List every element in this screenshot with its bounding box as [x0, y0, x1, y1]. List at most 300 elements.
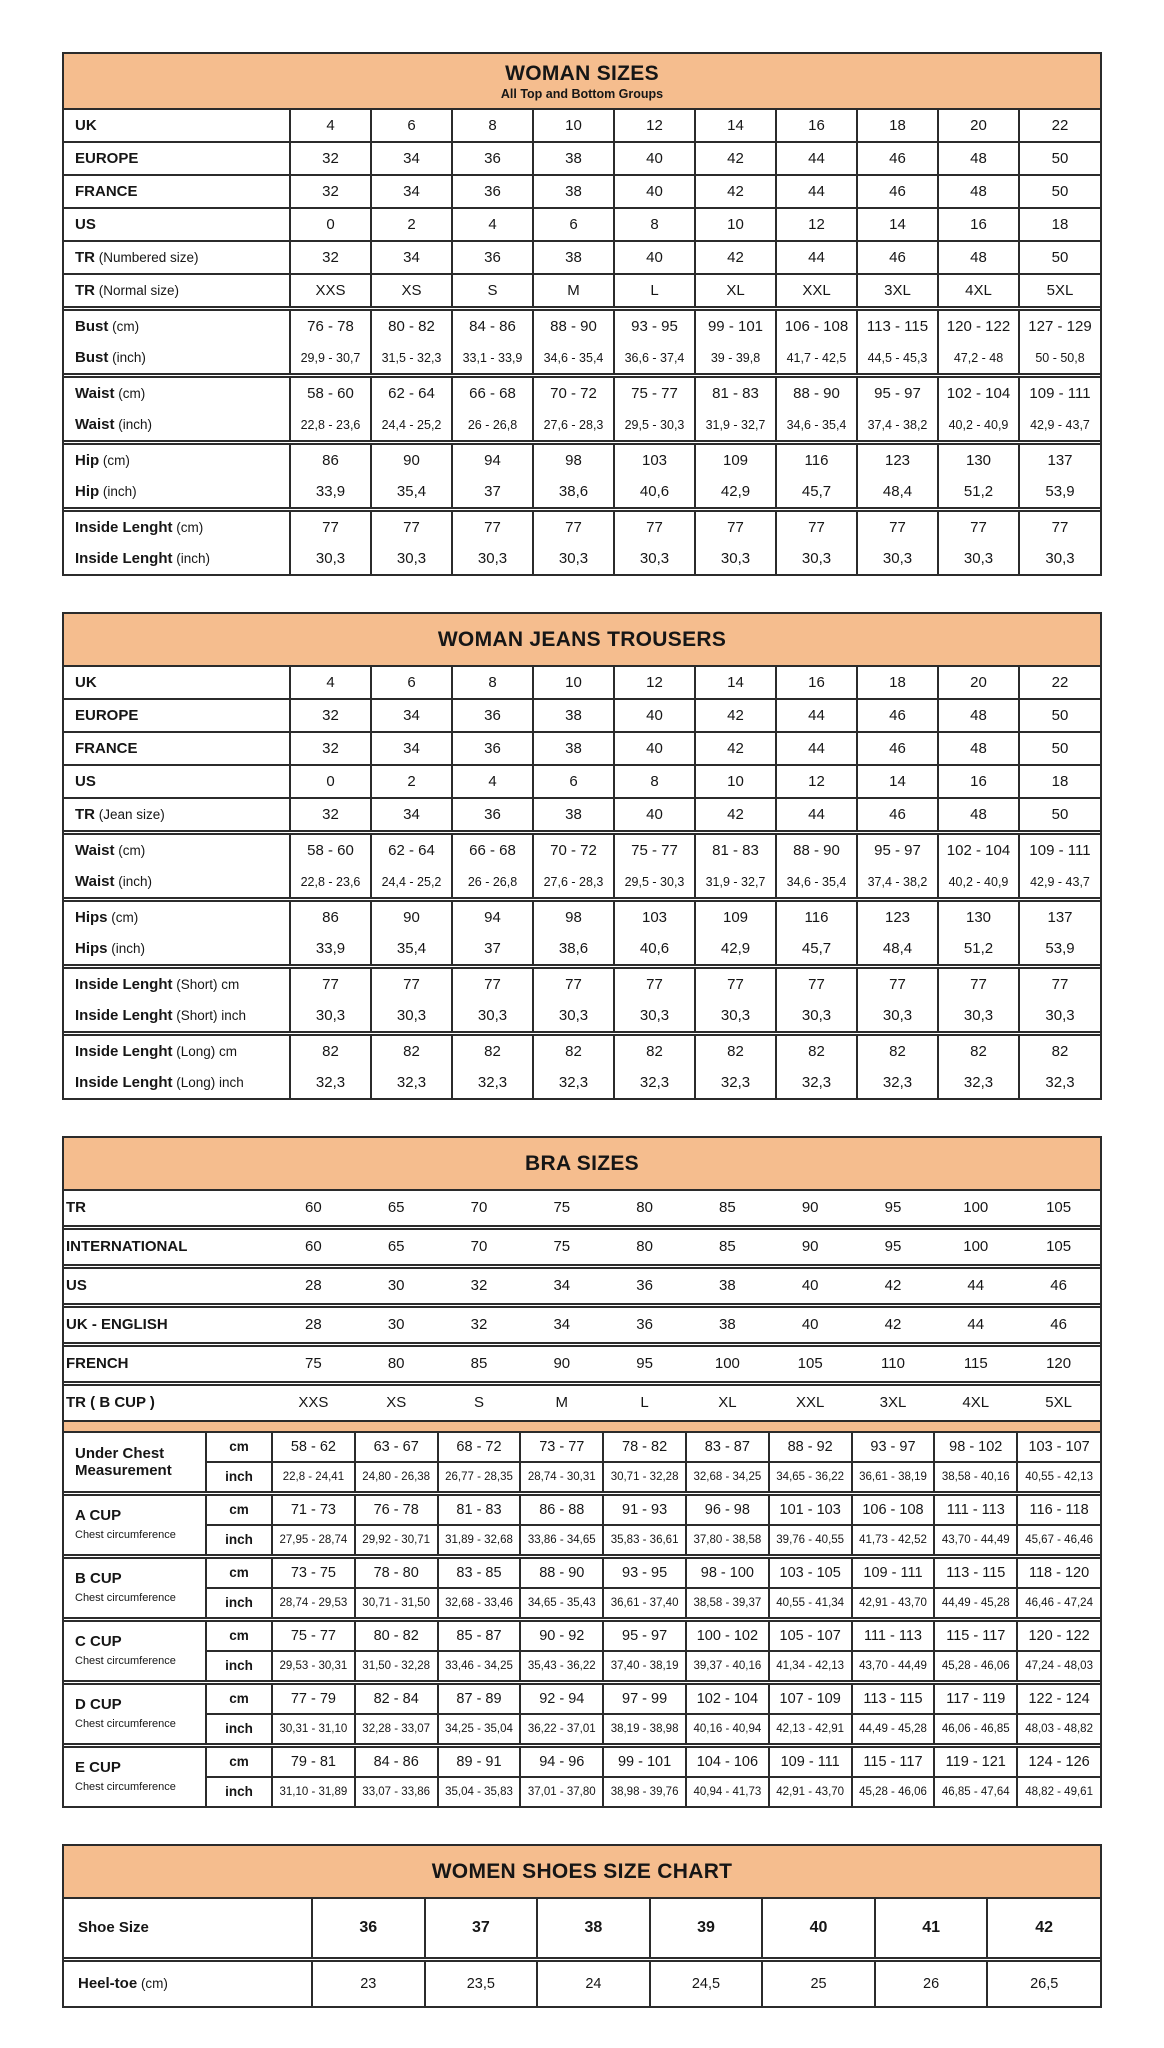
value-cell: 25 — [762, 1960, 875, 2007]
value-cell: 77 — [776, 967, 857, 1001]
value-cell: 38 — [533, 175, 614, 208]
cup-row-cm — [64, 1494, 1100, 1526]
row-label — [64, 443, 290, 477]
bra-sizes-table — [62, 1136, 1102, 1808]
value-cell: 30,3 — [452, 1000, 533, 1034]
value-cell: 37 — [452, 476, 533, 510]
bra-sizes-header — [64, 1138, 1100, 1191]
table-row — [64, 510, 1100, 544]
row-label-text: Inside Lenght — [75, 1042, 173, 1060]
value-cell: 48,4 — [857, 476, 938, 510]
row-label — [64, 798, 290, 833]
value-cell: 83 - 87 — [686, 1433, 769, 1462]
value-cell: 24,5 — [650, 1960, 763, 2007]
value-cell: 70 - 72 — [533, 833, 614, 867]
value-cell: 63 - 67 — [355, 1433, 438, 1462]
value-cell: 14 — [857, 208, 938, 241]
row-label-text: Inside Lenght — [75, 1073, 173, 1091]
value-cell: M — [533, 274, 614, 309]
value-cell: 40 — [614, 142, 695, 175]
value-cell: 30 — [355, 1306, 438, 1345]
value-cell: 42,13 - 42,91 — [769, 1714, 852, 1746]
value-cell: 77 — [614, 967, 695, 1001]
value-cell: 40,6 — [614, 933, 695, 967]
value-cell: 40 — [614, 798, 695, 833]
row-label-unit: (Long) cm — [172, 1043, 238, 1059]
value-cell: 36 — [312, 1899, 425, 1960]
value-cell: 46 — [857, 732, 938, 765]
unit-inch-label: inch — [206, 1777, 272, 1806]
value-cell: 75 - 77 — [614, 833, 695, 867]
value-cell: 137 — [1019, 900, 1100, 934]
value-cell: 30,3 — [938, 543, 1019, 574]
value-cell: 40 — [614, 699, 695, 732]
row-label-unit: (inch) — [108, 349, 146, 365]
value-cell: L — [603, 1384, 686, 1421]
table-title: WOMEN SHOES SIZE CHART — [431, 1860, 733, 1883]
value-cell: 60 — [305, 1199, 322, 1216]
value-cell: 30,3 — [452, 543, 533, 574]
table-row — [64, 933, 1100, 967]
value-cell: 36 — [452, 142, 533, 175]
row-label — [64, 866, 290, 900]
row-label-unit: (cm) — [107, 909, 139, 925]
value-cell: 100 - 102 — [686, 1620, 769, 1652]
value-cell: 6 — [533, 765, 614, 798]
value-cell: 40 — [769, 1306, 852, 1345]
value-cell: 113 - 115 — [852, 1683, 935, 1715]
value-cell: 32,68 - 34,25 — [686, 1462, 769, 1494]
value-cell: 51,2 — [938, 476, 1019, 510]
value-cell: 6 — [371, 667, 452, 699]
table-row — [64, 342, 1100, 376]
value-cell: 27,6 - 28,3 — [533, 409, 614, 443]
row-label-unit: (inch) — [99, 483, 137, 499]
value-cell: 77 — [452, 510, 533, 544]
value-cell: 40 — [762, 1899, 875, 1960]
value-cell: 82 — [695, 1034, 776, 1068]
value-cell: 32 — [438, 1267, 521, 1306]
value-cell: 109 - 111 — [769, 1746, 852, 1778]
value-cell: 102 - 104 — [938, 376, 1019, 410]
value-cell: 23,5 — [425, 1960, 538, 2007]
value-cell: 38 — [686, 1267, 769, 1306]
value-cell: 77 — [533, 967, 614, 1001]
value-cell: 98 — [533, 443, 614, 477]
value-cell: 109 - 111 — [1019, 376, 1100, 410]
value-cell: 81 - 83 — [695, 376, 776, 410]
value-cell: 32,3 — [290, 1067, 371, 1098]
value-cell: 98 - 100 — [686, 1557, 769, 1589]
value-cell: 14 — [857, 765, 938, 798]
value-cell: 116 - 118 — [1017, 1494, 1100, 1526]
table-row — [64, 274, 1100, 309]
value-cell: 16 — [938, 208, 1019, 241]
unit-cm-label: cm — [206, 1746, 272, 1778]
row-label-unit: (Normal size) — [95, 282, 180, 298]
value-cell: 10 — [533, 667, 614, 699]
value-cell: 34 — [371, 241, 452, 274]
row-label-text: Inside Lenght — [75, 975, 173, 993]
value-cell: 40 — [614, 732, 695, 765]
value-cell: 40,2 - 40,9 — [938, 866, 1019, 900]
value-cell: 36 — [603, 1267, 686, 1306]
value-cell: 32 — [290, 699, 371, 732]
row-label — [64, 967, 290, 1001]
value-cell: 34 — [520, 1306, 603, 1345]
row-label — [64, 1000, 290, 1034]
value-cell: 78 - 80 — [355, 1557, 438, 1589]
value-cell: 120 — [1017, 1345, 1100, 1384]
row-label — [64, 510, 290, 544]
unit-cm-label: cm — [206, 1557, 272, 1589]
value-cell: 94 — [452, 443, 533, 477]
cup-row-inch — [64, 1714, 1100, 1746]
value-cell: 38,19 - 38,98 — [603, 1714, 686, 1746]
value-cell: 16 — [776, 110, 857, 142]
value-cell: 42 — [695, 732, 776, 765]
table-row — [64, 1034, 1100, 1068]
cup-label — [64, 1557, 206, 1620]
row-label — [64, 1067, 290, 1098]
value-cell: 111 - 113 — [934, 1494, 1017, 1526]
value-cell: 113 - 115 — [934, 1557, 1017, 1589]
value-cell: 102 - 104 — [938, 833, 1019, 867]
value-cell: 109 - 111 — [852, 1557, 935, 1589]
cup-row-inch — [64, 1462, 1100, 1494]
value-cell: 26 - 26,8 — [452, 409, 533, 443]
woman-jeans-grid — [64, 667, 1100, 1098]
value-cell: 44,49 - 45,28 — [852, 1714, 935, 1746]
cup-row-cm — [64, 1433, 1100, 1462]
row-label-text: EUROPE — [75, 149, 139, 167]
cup-subline: Chest circumference — [75, 1528, 176, 1541]
value-cell: 103 — [614, 900, 695, 934]
cup-name: E CUP — [75, 1758, 121, 1776]
value-cell: 113 - 115 — [857, 309, 938, 343]
value-cell: 44 — [776, 175, 857, 208]
value-cell: 119 - 121 — [934, 1746, 1017, 1778]
table-row — [64, 765, 1100, 798]
value-cell: 20 — [938, 667, 1019, 699]
row-label-text: Inside Lenght — [75, 1006, 173, 1024]
value-cell: 34,6 - 35,4 — [533, 342, 614, 376]
value-cell: 30,3 — [371, 1000, 452, 1034]
value-cell: 32,3 — [857, 1067, 938, 1098]
value-cell: 46 — [857, 142, 938, 175]
table-row — [64, 241, 1100, 274]
value-cell: 44 — [934, 1267, 1017, 1306]
value-cell: 77 — [938, 967, 1019, 1001]
value-cell: XXL — [776, 274, 857, 309]
bra-conversion-grid — [64, 1191, 1100, 1420]
value-cell: 48 — [938, 142, 1019, 175]
value-cell: 85 — [719, 1199, 736, 1216]
value-cell: 100 — [963, 1199, 989, 1216]
value-cell: 77 — [614, 510, 695, 544]
value-cell: 27,95 - 28,74 — [272, 1525, 355, 1557]
value-cell: 116 — [776, 443, 857, 477]
value-cell: 34 — [520, 1267, 603, 1306]
value-cell: 37 — [452, 933, 533, 967]
value-cell: 77 - 79 — [272, 1683, 355, 1715]
value-cell: 30,31 - 31,10 — [272, 1714, 355, 1746]
value-cell: 41,73 - 42,52 — [852, 1525, 935, 1557]
value-cell: 124 - 126 — [1017, 1746, 1100, 1778]
value-cell: 32,3 — [695, 1067, 776, 1098]
value-cell: 65 — [387, 1199, 405, 1216]
value-cell: 71 - 73 — [272, 1494, 355, 1526]
value-cell: 36,6 - 37,4 — [614, 342, 695, 376]
value-cell: 82 — [938, 1034, 1019, 1068]
unit-inch-label: inch — [206, 1588, 272, 1620]
value-cell: 48 — [938, 732, 1019, 765]
row-label-text: TR — [75, 248, 95, 266]
value-cell: 32,3 — [938, 1067, 1019, 1098]
value-cell: 31,10 - 31,89 — [272, 1777, 355, 1806]
value-cell: 48,03 - 48,82 — [1017, 1714, 1100, 1746]
table-row — [64, 208, 1100, 241]
table-row — [64, 1191, 1100, 1228]
unit-inch-label: inch — [206, 1525, 272, 1557]
value-cell: 66 - 68 — [452, 833, 533, 867]
cup-row-cm — [64, 1557, 1100, 1589]
value-cell: 43,70 - 44,49 — [934, 1525, 1017, 1557]
table-row — [64, 1960, 1100, 2007]
accent-divider — [64, 1420, 1100, 1433]
value-cell: 30,3 — [938, 1000, 1019, 1034]
value-cell: 115 - 117 — [934, 1620, 1017, 1652]
value-cell: 92 - 94 — [520, 1683, 603, 1715]
row-label-unit: (Short) inch — [172, 1007, 247, 1023]
cup-subline: Chest circumference — [75, 1654, 176, 1667]
value-cell: 105 — [1017, 1228, 1100, 1267]
unit-inch-label: inch — [206, 1714, 272, 1746]
value-cell: 33,9 — [290, 476, 371, 510]
row-label-unit: (Numbered size) — [95, 249, 199, 265]
value-cell: 90 — [371, 900, 452, 934]
value-cell: 95 - 97 — [857, 376, 938, 410]
value-cell: 44 — [776, 798, 857, 833]
value-cell: 89 - 91 — [438, 1746, 521, 1778]
value-cell: 29,9 - 30,7 — [290, 342, 371, 376]
row-label — [64, 1228, 272, 1267]
value-cell: 82 — [452, 1034, 533, 1068]
value-cell: 81 - 83 — [695, 833, 776, 867]
row-label-text: Hips — [75, 908, 108, 926]
value-cell: XL — [695, 274, 776, 309]
value-cell: 22 — [1019, 667, 1100, 699]
value-cell: 30 — [355, 1267, 438, 1306]
value-cell: 30,3 — [290, 543, 371, 574]
value-cell: 85 — [686, 1228, 769, 1267]
row-label-unit: (Long) inch — [172, 1074, 244, 1090]
value-cell: 122 - 124 — [1017, 1683, 1100, 1715]
value-cell: 36 — [603, 1306, 686, 1345]
value-cell: 130 — [938, 443, 1019, 477]
value-cell: 41 — [875, 1899, 988, 1960]
value-cell: M — [520, 1384, 603, 1421]
value-cell: 43,70 - 44,49 — [852, 1651, 935, 1683]
row-label-text: UK — [75, 673, 97, 691]
row-label-text: INTERNATIONAL — [66, 1238, 188, 1255]
value-cell: 30,3 — [290, 1000, 371, 1034]
value-cell: 30,3 — [1019, 543, 1100, 574]
value-cell: 31,9 - 32,7 — [695, 866, 776, 900]
value-cell: 77 — [857, 510, 938, 544]
unit-cm-label: cm — [206, 1433, 272, 1462]
table-row — [64, 1067, 1100, 1098]
table-row — [64, 833, 1100, 867]
value-cell: 53,9 — [1019, 933, 1100, 967]
value-cell: 80 — [355, 1345, 438, 1384]
table-row — [64, 798, 1100, 833]
row-label-unit: (Jean size) — [95, 806, 165, 822]
value-cell: 32,3 — [776, 1067, 857, 1098]
value-cell: 38 — [533, 699, 614, 732]
value-cell: 34 — [371, 142, 452, 175]
value-cell: 39 - 39,8 — [695, 342, 776, 376]
value-cell: 44 — [776, 241, 857, 274]
value-cell: 34 — [371, 699, 452, 732]
value-cell: 95 — [884, 1199, 902, 1216]
value-cell: XXS — [272, 1384, 355, 1421]
value-cell: 123 — [857, 900, 938, 934]
value-cell: 34,25 - 35,04 — [438, 1714, 521, 1746]
value-cell: 46 — [857, 699, 938, 732]
value-cell: 46 — [1017, 1306, 1100, 1345]
value-cell: 46,85 - 47,64 — [934, 1777, 1017, 1806]
row-label-text: Waist — [75, 872, 115, 890]
value-cell: 37,4 - 38,2 — [857, 409, 938, 443]
value-cell: 66 - 68 — [452, 376, 533, 410]
value-cell: 75 - 77 — [272, 1620, 355, 1652]
value-cell: 42 — [987, 1899, 1100, 1960]
value-cell: 8 — [452, 110, 533, 142]
value-cell: 91 - 93 — [603, 1494, 686, 1526]
value-cell: 4XL — [934, 1384, 1017, 1421]
value-cell: 2 — [371, 765, 452, 798]
row-label-text: UK - ENGLISH — [66, 1316, 168, 1333]
value-cell: 10 — [533, 110, 614, 142]
value-cell: 30,71 - 31,50 — [355, 1588, 438, 1620]
value-cell: 40,2 - 40,9 — [938, 409, 1019, 443]
value-cell: 44 — [776, 142, 857, 175]
value-cell: 82 — [290, 1034, 371, 1068]
value-cell: 28,74 - 30,31 — [520, 1462, 603, 1494]
table-title: WOMAN JEANS TROUSERS — [437, 628, 727, 651]
women-shoes-table — [62, 1844, 1102, 2008]
value-cell: 35,43 - 36,22 — [520, 1651, 603, 1683]
value-cell: 40,55 - 41,34 — [769, 1588, 852, 1620]
value-cell: 40,6 — [614, 476, 695, 510]
value-cell: 45,28 - 46,06 — [852, 1777, 935, 1806]
value-cell: 90 - 92 — [520, 1620, 603, 1652]
value-cell: 6 — [371, 110, 452, 142]
value-cell: 10 — [695, 208, 776, 241]
value-cell: 29,92 - 30,71 — [355, 1525, 438, 1557]
value-cell: 73 - 77 — [520, 1433, 603, 1462]
value-cell: 34 — [371, 732, 452, 765]
value-cell: 73 - 75 — [272, 1557, 355, 1589]
value-cell: 42 — [695, 142, 776, 175]
row-label-text: US — [75, 772, 96, 790]
row-label-text: Hip — [75, 451, 100, 469]
value-cell: 118 - 120 — [1017, 1557, 1100, 1589]
value-cell: 90 — [769, 1228, 852, 1267]
table-row — [64, 699, 1100, 732]
value-cell: 37,40 - 38,19 — [603, 1651, 686, 1683]
value-cell: 31,9 - 32,7 — [695, 409, 776, 443]
value-cell: 4 — [290, 667, 371, 699]
table-row — [64, 443, 1100, 477]
value-cell: 36 — [452, 798, 533, 833]
row-label-unit: (cm) — [99, 452, 130, 468]
value-cell: 28 — [272, 1306, 355, 1345]
value-cell: 47,24 - 48,03 — [1017, 1651, 1100, 1683]
table-row — [64, 110, 1100, 142]
row-label-unit: (cm) — [114, 842, 146, 858]
value-cell: 50 — [1019, 142, 1100, 175]
value-cell: 41,7 - 42,5 — [776, 342, 857, 376]
value-cell: 117 - 119 — [934, 1683, 1017, 1715]
value-cell: 48,4 — [857, 933, 938, 967]
table-row — [64, 732, 1100, 765]
value-cell: 81 - 83 — [438, 1494, 521, 1526]
value-cell: 42,9 - 43,7 — [1019, 866, 1100, 900]
value-cell: 84 - 86 — [452, 309, 533, 343]
value-cell: 34,6 - 35,4 — [776, 866, 857, 900]
value-cell: 0 — [290, 765, 371, 798]
unit-cm-label: cm — [206, 1620, 272, 1652]
value-cell: 77 — [1019, 967, 1100, 1001]
table-row — [64, 866, 1100, 900]
table-row — [64, 142, 1100, 175]
value-cell: 105 — [1046, 1199, 1072, 1216]
row-label — [64, 1267, 272, 1306]
unit-cm-label: cm — [206, 1494, 272, 1526]
value-cell: 42,9 — [695, 933, 776, 967]
value-cell: 45,67 - 46,46 — [1017, 1525, 1100, 1557]
value-cell: 35,4 — [371, 476, 452, 510]
row-label — [64, 376, 290, 410]
value-cell: 77 — [452, 967, 533, 1001]
cup-row-cm — [64, 1746, 1100, 1778]
value-cell: 105 — [769, 1345, 852, 1384]
row-label — [64, 1191, 272, 1228]
table-row — [64, 667, 1100, 699]
row-label-unit: (inch) — [107, 940, 146, 956]
value-cell: 123 — [857, 443, 938, 477]
value-cell: 27,6 - 28,3 — [533, 866, 614, 900]
value-cell: 46,46 - 47,24 — [1017, 1588, 1100, 1620]
value-cell: 26,5 — [987, 1960, 1100, 2007]
value-cell: 34,65 - 35,43 — [520, 1588, 603, 1620]
value-cell: 4 — [452, 208, 533, 241]
value-cell: 12 — [614, 110, 695, 142]
value-cell: 44 — [776, 732, 857, 765]
value-cell: 32 — [438, 1306, 521, 1345]
value-cell: 32,3 — [371, 1067, 452, 1098]
value-cell: 79 - 81 — [272, 1746, 355, 1778]
table-row — [64, 1306, 1100, 1345]
value-cell: 103 - 105 — [769, 1557, 852, 1589]
value-cell: 101 - 103 — [769, 1494, 852, 1526]
value-cell: 16 — [938, 765, 1019, 798]
row-label-text: Inside Lenght — [75, 518, 173, 536]
value-cell: 75 — [553, 1199, 571, 1216]
value-cell: 103 — [614, 443, 695, 477]
